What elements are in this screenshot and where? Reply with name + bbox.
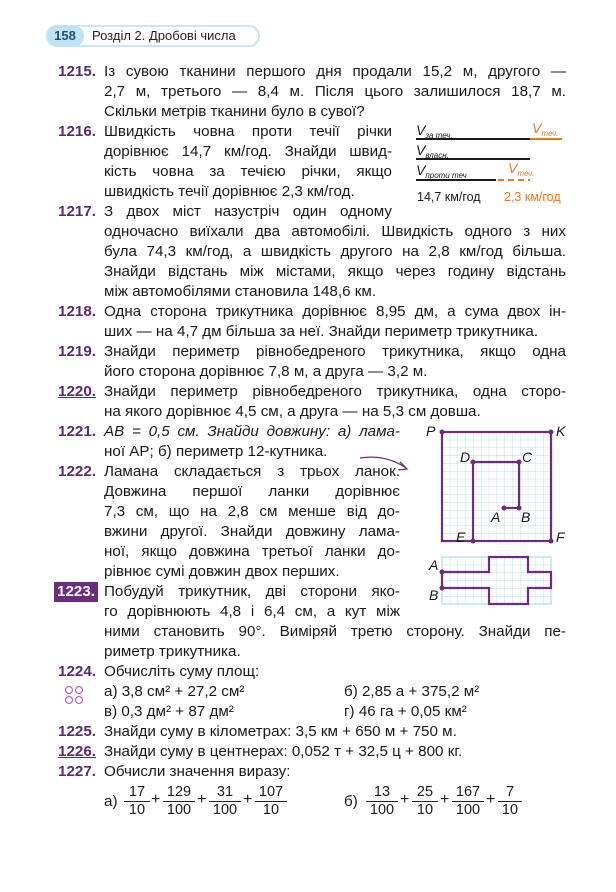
problem-text: З двох міст назустріч один одному (104, 203, 392, 220)
part-label: а) (104, 793, 118, 810)
upstream-speed-value: 14,7 км/год (417, 190, 481, 204)
current-speed-value: 2,3 км/год (504, 190, 561, 204)
problem-text: Обчисліть суму площ: (104, 663, 260, 680)
problem-number: 1225. (58, 723, 97, 740)
v-downstream-label: $V_{за теч.}$ (416, 122, 453, 140)
plus-sign: + (151, 791, 161, 808)
fraction: $\frac{13}{100}$ (366, 784, 398, 819)
problem-text: го дорівнюють 4,8 і 6,4 см, а кут між (104, 603, 400, 620)
point-label: F (556, 529, 565, 545)
point-label: B (521, 509, 531, 525)
problem-text: Одна сторона трикутника дорівнює 8,95 дм, а сума двох ін- (104, 303, 566, 320)
problem-item: а) 3,8 см² + 27,2 см² (104, 683, 245, 700)
problem-text: Побудуй трикутник, дві сторони яко- (104, 583, 400, 600)
point-label: B (429, 587, 439, 603)
problem-text: 7,3 см, що на 2,8 см менше від до- (104, 503, 400, 520)
problem-text: AB = 0,5 см. Знайди довжину: а) лама- (104, 423, 400, 440)
arrow-icon (356, 450, 416, 480)
problem-text: його сторона дорівнює 7,8 м, а друга — 3,2 м. (104, 363, 428, 380)
group-work-icon (62, 684, 88, 706)
problem-text: 2,7 м, третього — 8,4 м. Після цього залишилося 18,7 м. (104, 83, 566, 100)
problem-text: ними становить 90°. Виміряй третю сторону. Знайди пе- (104, 623, 566, 640)
fraction: $\frac{7}{10}$ (498, 784, 522, 819)
fraction: $\frac{107}{10}$ (255, 784, 287, 819)
problem-text: Швидкість човна проти течії річки (104, 123, 392, 140)
problem-text: рівнює сумі довжин двох перших. (104, 563, 340, 580)
fraction: $\frac{31}{100}$ (209, 784, 241, 819)
plus-sign: + (440, 791, 450, 808)
plus-sign: + (400, 791, 410, 808)
problem-text: на якого дорівнює 4,5 см, а друга — на 5,3 см довша. (104, 403, 481, 420)
chapter-title: Розділ 2. Дробові числа (92, 28, 236, 43)
fraction: $\frac{17}{10}$ (124, 784, 150, 819)
problem-number: 1218. (58, 303, 97, 320)
point-label: A (429, 557, 439, 573)
page-header (46, 25, 260, 47)
problem-text: швидкість течії дорівнює 2,3 км/год. (104, 183, 355, 200)
problem-text: дорівнює 14,7 км/год. Знайди швид- (104, 143, 392, 160)
problem-text: одночасно виїхали два автомобілі. Швидкість одного з них (104, 223, 566, 240)
problem-item: б) 2,85 а + 375,2 м² (344, 683, 480, 700)
problem-number: 1217. (58, 203, 97, 220)
problem-text: вжини другої. Знайди довжину лама- (104, 523, 400, 540)
problem-text: Знайди суму в центнерах: 0,052 т + 32,5 ц + 800 кг. (104, 743, 463, 760)
point-label: P (426, 423, 436, 439)
problem-text: Обчисли значення виразу: (104, 763, 291, 780)
problem-text: Із сувою тканини першого дня продали 15,2 м, другого — (104, 63, 566, 80)
point-label: C (522, 449, 533, 465)
problem-number: 1227. (58, 763, 97, 780)
problem-number: 1215. (58, 63, 97, 80)
point-label: D (460, 449, 471, 465)
problem-text: Ламана складається з трьох ланок. (104, 463, 400, 480)
problem-text: Знайди відстань між містами, якщо через годину відстань (104, 263, 566, 280)
plus-sign: + (197, 791, 207, 808)
problem-number: 1222. (58, 463, 97, 480)
problem-item: г) 46 га + 0,05 км² (344, 703, 467, 720)
problem-number: 1220. (58, 383, 97, 400)
problem-number: 1216. (58, 123, 97, 140)
v-current-label: $V_{теч.}$ (532, 120, 559, 138)
problem-number: 1226. (58, 743, 97, 760)
v-own-label: $V_{власн.}$ (416, 142, 449, 160)
problem-text: ної, якщо довжина третьої ланки до- (104, 543, 400, 560)
plus-sign: + (486, 791, 496, 808)
speed-diagram (412, 118, 582, 210)
point-label: A (491, 509, 501, 525)
v-upstream-label: $V_{проти теч}$ (416, 162, 467, 180)
problem-text: риметр трикутника. (104, 643, 241, 660)
plus-sign: + (243, 791, 253, 808)
problem-text: ших — на 4,7 дм більша за неї. Знайди периметр трикутника. (104, 323, 539, 340)
problem-number: 1223. (54, 582, 98, 602)
problem-text: між автомобілями становила 148,6 км. (104, 283, 377, 300)
strip-figure (420, 552, 580, 612)
part-label: б) (344, 793, 358, 810)
problem-text: Знайди периметр рівнобедреного трикутника, одна сторо- (104, 383, 566, 400)
problem-text: Скільки метрів тканини було в сувої? (104, 103, 365, 120)
problem-number: 1224. (58, 663, 97, 680)
page-number: 158 (46, 25, 84, 47)
problem-number: 1219. (58, 343, 97, 360)
problem-text: була 74,3 км/год, а швидкість другого на 2,8 км/год більша. (104, 243, 566, 260)
v-current-label-2: $V_{теч.}$ (508, 160, 535, 178)
problem-text: ної AP; б) периметр 12-кутника. (104, 443, 328, 460)
problem-text: Знайди суму в кілометрах: 3,5 км + 650 м + 750 м. (104, 723, 457, 740)
point-label: K (556, 423, 566, 439)
problem-text: Знайди периметр рівнобедреного трикутника, якщо одна (104, 343, 566, 360)
problem-item: в) 0,3 дм² + 87 дм² (104, 703, 234, 720)
fraction: $\frac{25}{10}$ (412, 784, 438, 819)
fraction: $\frac{167}{100}$ (452, 784, 484, 819)
point-label: E (456, 529, 466, 545)
problem-number: 1221. (58, 423, 97, 440)
problem-text: кість човна за течією річки, якщо (104, 163, 392, 180)
fraction: $\frac{129}{100}$ (163, 784, 195, 819)
problem-text: Довжина першої ланки дорівнює (104, 483, 400, 500)
